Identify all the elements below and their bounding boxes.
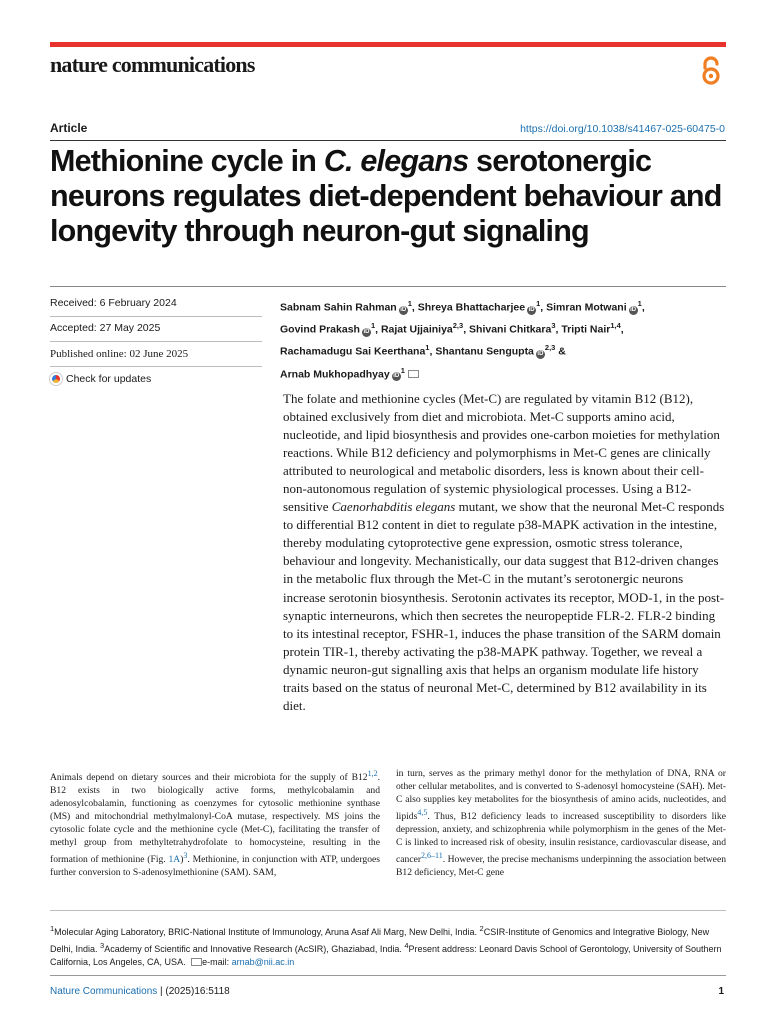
abstract-text-1: The folate and methionine cycles (Met-C) are regulated by vitamin B12 (B12), obtained exclusively from diet and microbiota. Met-C supports amino acid, nucleotide, and lipid biosynthesis and provides one-carbon moieties for methylation reactions. While B12 deficiency and polymorphisms in Met-C genes are clinically attributed to neurological and metabolic disorders, less is known about their cell-non-autonomous regulation of systemic physiological processes. Using a B12-sensitive: [283, 391, 720, 515]
title-divider: [50, 140, 726, 141]
affiliation-text: Present address: Leonard Davis School of Gerontology, University of Southern California, Los Angeles, CA, USA.: [50, 944, 722, 968]
body-text: . Thus, B12 deficiency leads to increased susceptibility to disorders like depression, anxiety, and schizophrenia while polymorphism in the genes of the Met-C is linked to increased risk of obesity, insulin resistance, cardiovascular disease, and cancer: [396, 810, 726, 865]
affiliation-text: Molecular Aging Laboratory, BRIC-National Institute of Immunology, Aruna Asaf Ali Marg, New Delhi, India.: [54, 927, 480, 937]
citation-link[interactable]: 1,2: [367, 769, 378, 778]
author-name[interactable]: Govind Prakash: [280, 323, 360, 336]
footer-divider: [50, 975, 726, 976]
published-date: Published online: 02 June 2025: [50, 348, 189, 360]
received-date: Received: 6 February 2024: [50, 297, 177, 309]
meta-rule-3: [50, 366, 262, 367]
affiliation-number: 3: [100, 941, 105, 951]
author-name[interactable]: Tripti Nair: [561, 323, 611, 336]
body-text: ): [180, 853, 184, 865]
journal-name: nature communications: [50, 52, 255, 77]
orcid-icon[interactable]: iD: [400, 306, 407, 313]
author-name[interactable]: Shivani Chitkara: [469, 323, 552, 336]
footer-citation: [50, 986, 230, 997]
abstract-text-2: mutant, we show that the neuronal Met-C responds to differential B12 content in diet to regulate p38-MAPK activation in the intestine, thereby modulating cytoprotective gene expression, osmotic stress tolerance, behaviour and longevity. Mechanistically, our data suggest that B12-driven changes in the metabolic flux through the Met-C in the mutant’s serotonergic neurons increase serotonin biosynthesis. Serotonin activates its receptor, MOD-1, in the post-synaptic interneurons, which then secretes the neuropeptide FLR-2. FLR-2 binding to its intestinal receptor, FSHR-1, induces the phase transition of the SARM domain protein TIR-1, thereby activating the p38-MAPK pathway. Together, we reveal a dynamic neuron-gut signalling axis that helps an organism modulate life history traits based on the status of neuronal Met-C, determined by B12 availability in its diet.: [283, 499, 725, 713]
body-text: Animals depend on dietary sources and their microbiota for the supply of B12: [50, 772, 368, 784]
affiliation-marker: 1: [370, 321, 376, 331]
footer-volume: | (2025)16:5118: [157, 986, 230, 997]
meta-rule-1: [50, 316, 262, 317]
abstract: [283, 390, 727, 715]
affiliation-marker: 2,3: [452, 321, 464, 331]
email-label: e-mail:: [202, 957, 232, 968]
author-list: Sabnam Sahin Rahman $iD^1$, Shreya Bhattacharjee $iD^1$, Simran Motwani $iD^1$, Govind Prakash $iD^1$, Rajat Ujjainiya$^{2,3}$, Shivani Chitkara$^3$, Tripti Nair$^{1,4}$, Rachamadugu Sai Keerthana$^1$, Shantanu Sengupta iD$^{2,3}$ & Arnab Mukhopadhyay $iD^1$: [280, 299, 645, 381]
article-type-label: Article: [50, 121, 88, 135]
affiliation-divider: [50, 910, 726, 911]
email-link[interactable]: arnab@nii.ac.in: [231, 957, 295, 968]
abstract-paragraph: [283, 390, 727, 715]
author-name[interactable]: Shantanu Sengupta: [435, 345, 534, 358]
title-part-1: Methionine cycle in: [50, 144, 324, 178]
affiliation-marker: 1: [637, 299, 642, 308]
envelope-icon: [191, 958, 202, 966]
envelope-icon[interactable]: [408, 370, 419, 378]
affiliation-marker: 1: [407, 299, 412, 308]
affiliation-number: 1: [50, 924, 55, 933]
author-name[interactable]: Rajat Ujjainiya: [380, 323, 453, 336]
citation-link[interactable]: 3: [183, 850, 188, 860]
doi-link[interactable]: https://doi.org/10.1038/s41467-025-60475-0: [520, 123, 725, 135]
author-name[interactable]: Simran Motwani: [546, 301, 627, 314]
meta-divider: [50, 286, 726, 287]
body-text: . Methionine, in conjunction with ATP, undergoes further conversion to S-adenosylmethionine (SAM). SAM,: [50, 853, 380, 878]
author-name[interactable]: Shreya Bhattacharjee: [417, 301, 526, 314]
meta-rule-2: [50, 341, 262, 342]
affiliation-text: Academy of Scientific and Innovative Research (AcSIR), Ghaziabad, India.: [104, 944, 405, 955]
affiliation-marker: 1: [536, 299, 541, 308]
affiliation-number: 2: [479, 924, 484, 933]
orcid-icon[interactable]: iD: [393, 373, 400, 380]
affiliation-marker: 3: [551, 321, 556, 331]
header-accent-bar: [50, 42, 726, 47]
article-title: [50, 144, 750, 249]
affiliation-number: 4: [404, 941, 409, 951]
body-text: . However, the precise mechanisms underpinning the association between B12 deficiency, Met-C gene: [396, 853, 726, 878]
orcid-icon[interactable]: iD: [537, 350, 544, 357]
page-number: 1: [718, 986, 724, 997]
accepted-date: Accepted: 27 May 2025: [50, 322, 161, 334]
author-name[interactable]: Arnab Mukhopadhyay: [280, 368, 390, 381]
open-access-icon: [698, 56, 724, 86]
affiliation-marker: 1: [425, 343, 430, 353]
check-for-updates-button[interactable]: [50, 373, 151, 385]
orcid-icon[interactable]: iD: [528, 306, 535, 313]
orcid-icon[interactable]: iD: [630, 306, 637, 313]
body-column-right: [396, 768, 726, 880]
citation-link[interactable]: 2,6–11: [421, 850, 443, 860]
title-species: C. elegans: [323, 144, 469, 178]
affiliation-marker: 1: [400, 365, 405, 375]
author-name[interactable]: Sabnam Sahin Rahman: [280, 301, 397, 314]
title-part-2: serotonergic neurons regulates diet-dependent behaviour and longevity through neuron-gut signaling: [50, 144, 722, 248]
check-updates-label: Check for updates: [66, 373, 152, 385]
author-name[interactable]: Rachamadugu Sai Keerthana: [280, 345, 426, 358]
affiliation-marker: 1,4: [610, 321, 621, 331]
check-updates-icon: [50, 373, 62, 385]
orcid-icon[interactable]: iD: [363, 328, 370, 335]
abstract-species: Caenorhabditis elegans: [331, 499, 456, 515]
author-conjunction: &: [558, 345, 566, 358]
affiliation-text: CSIR-Institute of Genomics and Integrative Biology, New Delhi, India.: [50, 927, 710, 955]
figure-link[interactable]: 1A: [168, 853, 181, 865]
footer-journal-link[interactable]: Nature Communications: [50, 986, 158, 997]
body-column-left: [50, 768, 380, 880]
affiliations: [50, 922, 730, 970]
citation-link[interactable]: 4,5: [417, 807, 428, 817]
body-text: in turn, serves as the primary methyl donor for the methylation of DNA, RNA or other cellular metabolites, and is converted to S-adenosyl homocysteine (SAH). Met-C also supplies key metabolites for the biosynthesis of amino acids, nucleotides, and lipids: [396, 768, 726, 822]
affiliation-marker: 2,3: [544, 343, 556, 353]
body-text: . B12 exists in two biologically active forms, methylcobalamin and adenosylcobalamin, functioning as coenzymes for cytosolic methionine synthase (MS) and mitochondrial methylmalonyl-CoA mutase, respectively. MS joins the cytosolic folate cycle and the methionine cycle (Met-C), facilitating the transfer of methyl group from methyltetrahydrofolate to homocysteine, resulting in the formation of methionine (Fig.: [50, 772, 380, 865]
